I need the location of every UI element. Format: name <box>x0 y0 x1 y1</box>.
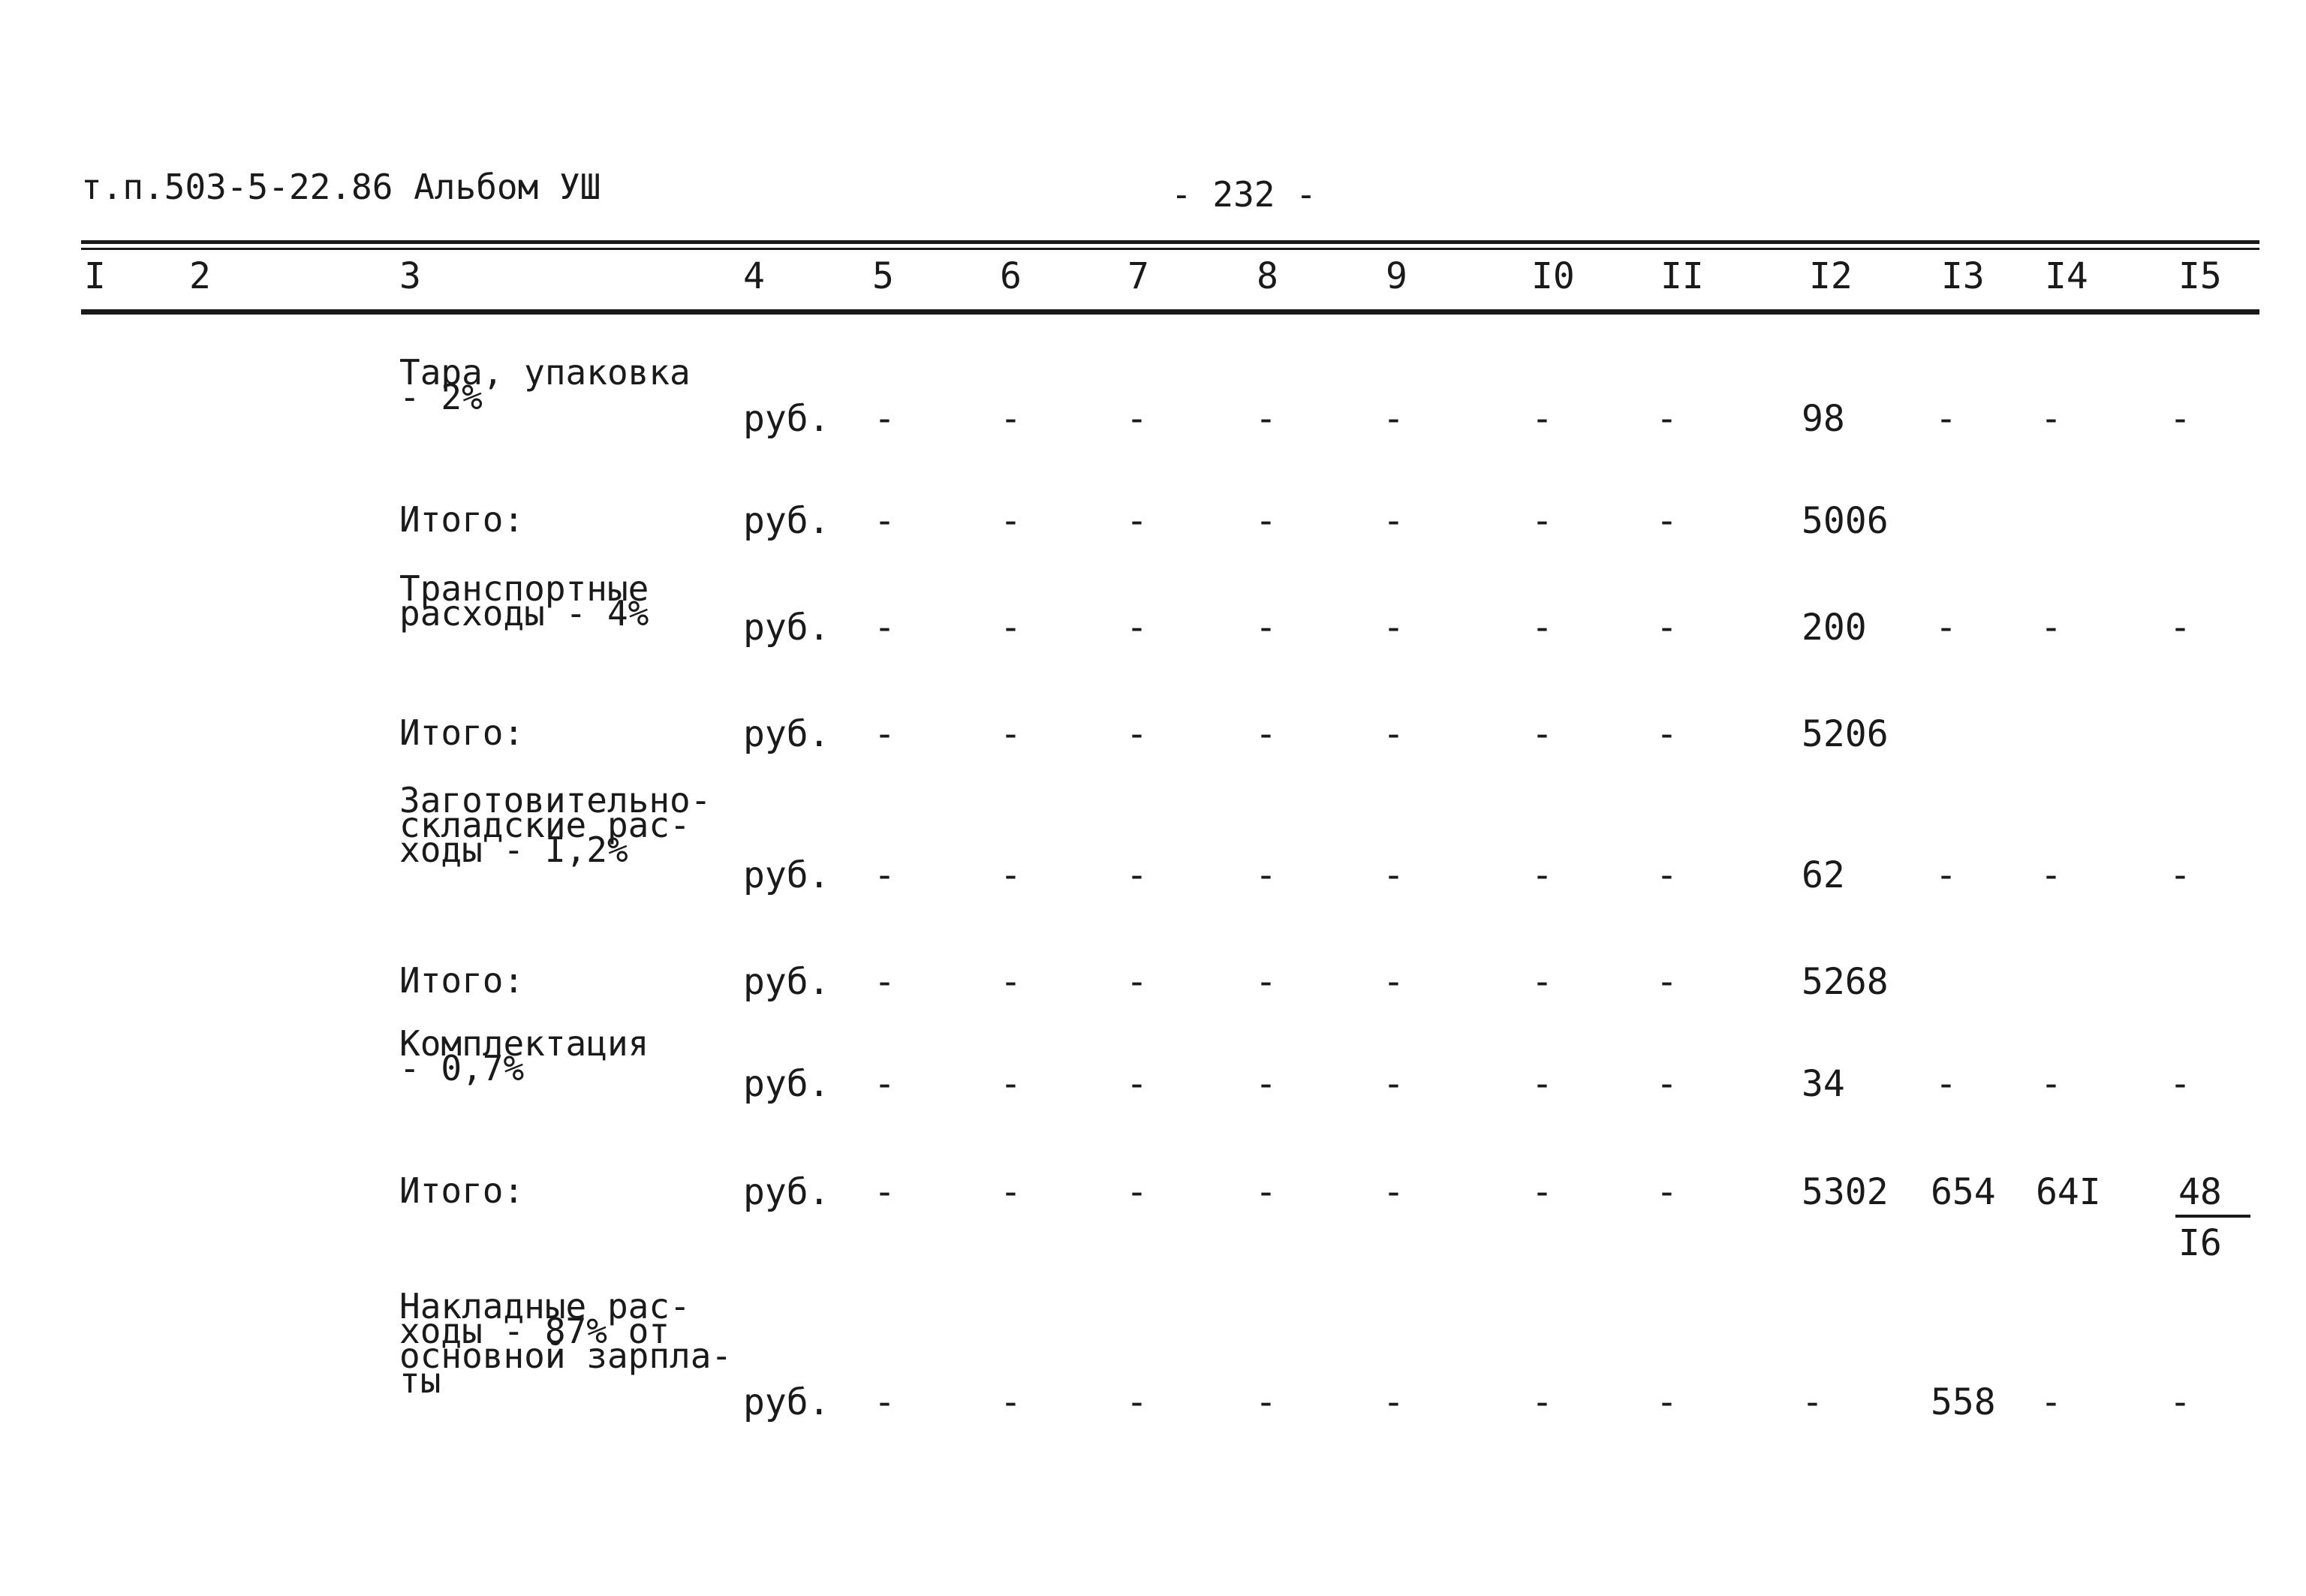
cell-col12: 62 <box>1802 854 1845 896</box>
cell-col9: - <box>1383 607 1404 649</box>
cell-col8: - <box>1255 1171 1277 1213</box>
cell-col7: - <box>1126 1171 1148 1213</box>
cell-unit: руб. <box>743 1063 830 1105</box>
cell-col5: - <box>874 961 896 1003</box>
cell-col7: - <box>1126 398 1148 440</box>
cell-unit: руб. <box>743 1381 830 1423</box>
page-number: - 232 - <box>1171 174 1317 215</box>
cell-col11: - <box>1656 713 1678 755</box>
cell-unit: руб. <box>743 961 830 1003</box>
cell-col5: - <box>874 500 896 542</box>
cell-unit: руб. <box>743 854 830 896</box>
cell-col12: 98 <box>1802 398 1845 440</box>
row-description: Итого: <box>399 960 525 1001</box>
column-header-4: 4 <box>743 255 765 297</box>
cell-col8: - <box>1255 1381 1277 1423</box>
column-header-9: 9 <box>1386 255 1407 297</box>
cell-col5: - <box>874 1171 896 1213</box>
row-description: Итого: <box>399 1170 525 1211</box>
rule-top <box>81 240 2259 244</box>
cell-col12: 5268 <box>1802 961 1889 1003</box>
table-row <box>0 352 2306 450</box>
cell-col14: - <box>2040 854 2062 896</box>
cell-col12: 34 <box>1802 1063 1845 1105</box>
cell-col9: - <box>1383 398 1404 440</box>
column-header-7: 7 <box>1127 255 1149 297</box>
cell-col7: - <box>1126 1063 1148 1105</box>
cell-col10: - <box>1531 1063 1553 1105</box>
cell-col11: - <box>1656 398 1678 440</box>
row-description: Итого: <box>399 712 525 753</box>
cell-col11: - <box>1656 1063 1678 1105</box>
row-description: Комплектация - 0,7% <box>399 1023 649 1089</box>
cell-col11: - <box>1656 961 1678 1003</box>
cell-col7: - <box>1126 607 1148 649</box>
cell-col5: - <box>874 607 896 649</box>
cell-col6: - <box>1000 713 1022 755</box>
row-description: Итого: <box>399 499 525 540</box>
cell-col10: - <box>1531 854 1553 896</box>
cell-col5: - <box>874 854 896 896</box>
cell-col14: - <box>2040 607 2062 649</box>
column-header-10: I0 <box>1531 255 1575 297</box>
cell-col9: - <box>1383 713 1404 755</box>
cell-col9: - <box>1383 1171 1404 1213</box>
cell-col15: - <box>2169 1063 2191 1105</box>
cell-col5: - <box>874 713 896 755</box>
cell-col9: - <box>1383 500 1404 542</box>
cell-col12: 5006 <box>1802 500 1889 542</box>
cell-col6: - <box>1000 500 1022 542</box>
cell-col6: - <box>1000 1171 1022 1213</box>
cell-col9: - <box>1383 961 1404 1003</box>
cell-col13: - <box>1935 854 1957 896</box>
cell-col6: - <box>1000 1063 1022 1105</box>
table-row <box>0 1171 2306 1276</box>
cell-col12: 5206 <box>1802 713 1889 755</box>
column-header-11: II <box>1660 255 1704 297</box>
cell-col6: - <box>1000 607 1022 649</box>
fraction-bar <box>2175 1215 2250 1218</box>
column-header-13: I3 <box>1941 255 1985 297</box>
cell-col14: 64I <box>2036 1171 2101 1213</box>
cell-col10: - <box>1531 961 1553 1003</box>
cell-col6: - <box>1000 854 1022 896</box>
column-header-3: 3 <box>399 255 421 297</box>
cell-col10: - <box>1531 607 1553 649</box>
table-row <box>0 780 2306 896</box>
cell-col15: - <box>2169 1381 2191 1423</box>
column-header-15: I5 <box>2178 255 2222 297</box>
rule-header-bottom <box>81 309 2259 315</box>
cell-col10: - <box>1531 398 1553 440</box>
cell-col13: - <box>1935 398 1957 440</box>
cell-col6: - <box>1000 961 1022 1003</box>
column-header-1: I <box>84 255 106 297</box>
cell-col6: - <box>1000 398 1022 440</box>
cell-col11: - <box>1656 854 1678 896</box>
cell-col5: - <box>874 1063 896 1105</box>
cell-col9: - <box>1383 1381 1404 1423</box>
cell-col11: - <box>1656 1171 1678 1213</box>
cell-col5: - <box>874 398 896 440</box>
table-row <box>0 568 2306 667</box>
cell-col11: - <box>1656 607 1678 649</box>
column-header-6: 6 <box>1000 255 1022 297</box>
table-row <box>0 1023 2306 1122</box>
cell-col13: - <box>1935 1063 1957 1105</box>
cell-col13: 558 <box>1931 1381 1996 1423</box>
column-header-14: I4 <box>2045 255 2088 297</box>
cell-unit: руб. <box>743 607 830 649</box>
cell-col14: - <box>2040 1063 2062 1105</box>
cell-col8: - <box>1255 854 1277 896</box>
cell-col10: - <box>1531 500 1553 542</box>
cell-col8: - <box>1255 961 1277 1003</box>
cell-col9: - <box>1383 854 1404 896</box>
row-description: Накладные рас- ходы - 87% от основной зарпла- ты <box>399 1286 733 1401</box>
cell-col6: - <box>1000 1381 1022 1423</box>
cell-col10: - <box>1531 713 1553 755</box>
cell-unit: руб. <box>743 398 830 440</box>
cell-col8: - <box>1255 713 1277 755</box>
column-header-12: I2 <box>1809 255 1853 297</box>
cell-col15: - <box>2169 398 2191 440</box>
cell-col8: - <box>1255 398 1277 440</box>
row-description: Тара, упаковка - 2% <box>399 352 691 417</box>
cell-col10: - <box>1531 1171 1553 1213</box>
fraction-denominator: I6 <box>2178 1222 2222 1264</box>
cell-unit: руб. <box>743 500 830 542</box>
cell-col8: - <box>1255 607 1277 649</box>
fraction-numerator: 48 <box>2178 1171 2222 1213</box>
cell-col7: - <box>1126 500 1148 542</box>
cell-col11: - <box>1656 1381 1678 1423</box>
cell-col8: - <box>1255 500 1277 542</box>
cell-col12: - <box>1802 1381 1823 1423</box>
table-row <box>0 1286 2306 1444</box>
column-header-2: 2 <box>189 255 211 297</box>
cell-col8: - <box>1255 1063 1277 1105</box>
page-header: т.п.503-5-22.86 Альбом УШ <box>81 167 601 207</box>
column-header-8: 8 <box>1257 255 1278 297</box>
cell-col10: - <box>1531 1381 1553 1423</box>
row-description: Заготовительно- складские рас- ходы - I,2% <box>399 780 712 870</box>
cell-col7: - <box>1126 1381 1148 1423</box>
cell-col12: 5302 <box>1802 1171 1889 1213</box>
cell-unit: руб. <box>743 713 830 755</box>
rule-top-secondary <box>81 248 2259 250</box>
cell-col9: - <box>1383 1063 1404 1105</box>
cell-col7: - <box>1126 854 1148 896</box>
cell-col15: - <box>2169 854 2191 896</box>
cell-col7: - <box>1126 713 1148 755</box>
cell-unit: руб. <box>743 1171 830 1213</box>
cell-col13: 654 <box>1931 1171 1996 1213</box>
cell-col14: - <box>2040 1381 2062 1423</box>
row-description: Транспортные расходы - 4% <box>399 568 649 634</box>
cell-col11: - <box>1656 500 1678 542</box>
cell-col5: - <box>874 1381 896 1423</box>
cell-col12: 200 <box>1802 607 1867 649</box>
cell-col15: - <box>2169 607 2191 649</box>
cell-col13: - <box>1935 607 1957 649</box>
cell-col7: - <box>1126 961 1148 1003</box>
column-header-5: 5 <box>872 255 894 297</box>
cell-col14: - <box>2040 398 2062 440</box>
